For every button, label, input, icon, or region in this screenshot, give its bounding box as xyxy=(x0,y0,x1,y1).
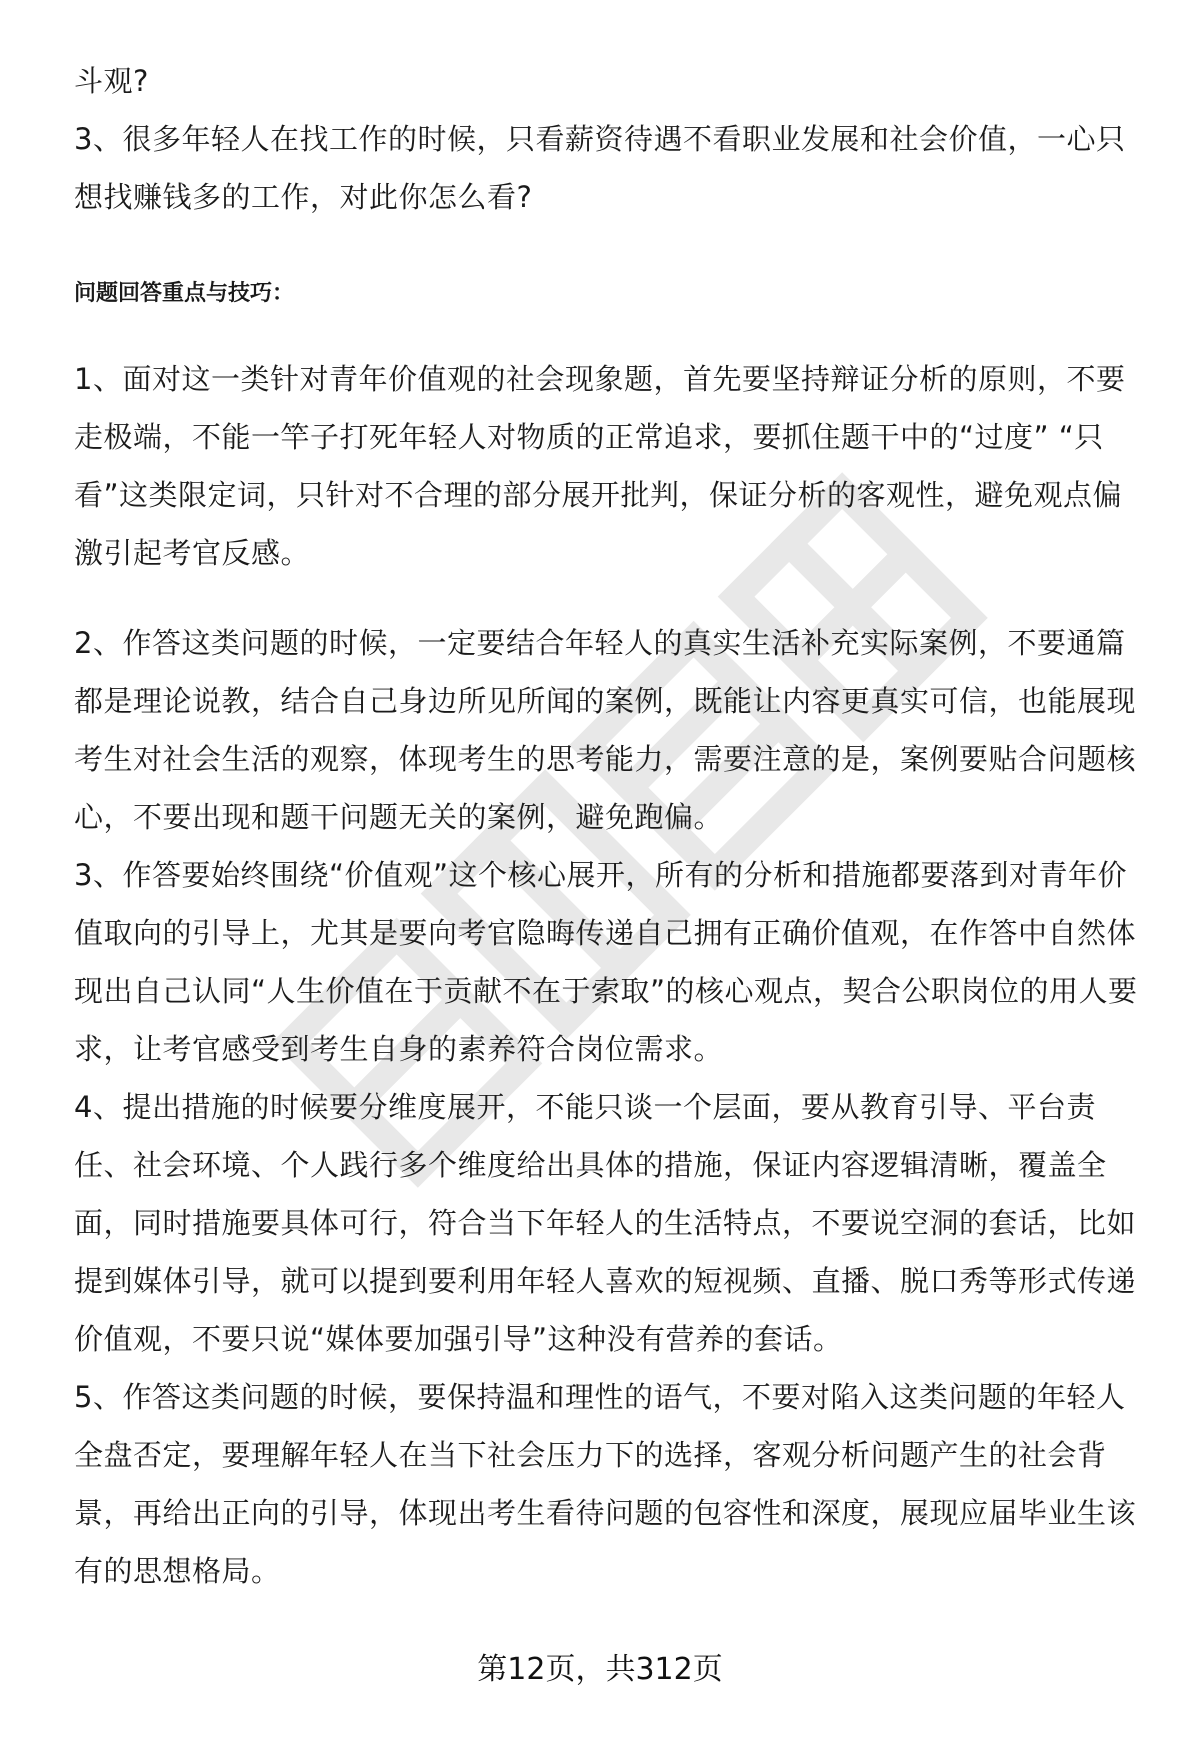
tip-5: 5、作答这类问题的时候，要保持温和理性的语气，不要对陷入这类问题的年轻人全盘否定，要理解年轻人在当下社会压力下的选择，客观分析问题产生的社会背景，再给出正向的引导，体现出考生看待问题的包容性和深度，展现应届毕业生该有的思想格局。 xyxy=(74,1380,1137,1588)
tip-2: 2、作答这类问题的时候，一定要结合年轻人的真实生活补充实际案例，不要通篇都是理论说教，结合自己身边所见所闻的案例，既能让内容更真实可信，也能展现考生对社会生活的观察，体现考生的思考能力，需要注意的是，案例要贴合问题核心，不要出现和题干问题无关的案例，避免跑偏。 xyxy=(74,626,1137,834)
document-body xyxy=(74,52,1144,1600)
tip-4: 4、提出措施的时候要分维度展开，不能只谈一个层面，要从教育引导、平台责任、社会环境、个人践行多个维度给出具体的措施，保证内容逻辑清晰，覆盖全面，同时措施要具体可行，符合当下年轻人的生活特点，不要说空洞的套话，比如提到媒体引导，就可以提到要利用年轻人喜欢的短视频、直播、脱口秀等形式传递价值观，不要只说“媒体要加强引导”这种没有营养的套话。 xyxy=(74,1090,1137,1356)
section-heading: 问题回答重点与技巧： xyxy=(74,281,295,306)
paragraph-continuation: 斗观? xyxy=(74,64,149,98)
tip-3: 3、作答要始终围绕“价值观”这个核心展开，所有的分析和措施都要落到对青年价值取向的引导上，尤其是要向考官隐晦传递自己拥有正确价值观，在作答中自然体现出自己认同“人生价值在于贡献不在于索取”的核心观点，契合公职岗位的用人要求，让考官感受到考生自身的素养符合岗位需求。 xyxy=(74,858,1138,1066)
question-3: 3、很多年轻人在找工作的时候，只看薪资待遇不看职业发展和社会价值，一心只想找赚钱多的工作，对此你怎么看? xyxy=(74,122,1126,214)
tip-1: 1、面对这一类针对青年价值观的社会现象题，首先要坚持辩证分析的原则，不要走极端，不能一竿子打死年轻人对物质的正常追求，要抓住题干中的“过度” “只看”这类限定词，只针对不合理的部分展开批判，保证分析的客观性，避免观点偏激引起考官反感。 xyxy=(74,362,1126,570)
page-number: 第12页，共312页 xyxy=(477,1652,723,1687)
